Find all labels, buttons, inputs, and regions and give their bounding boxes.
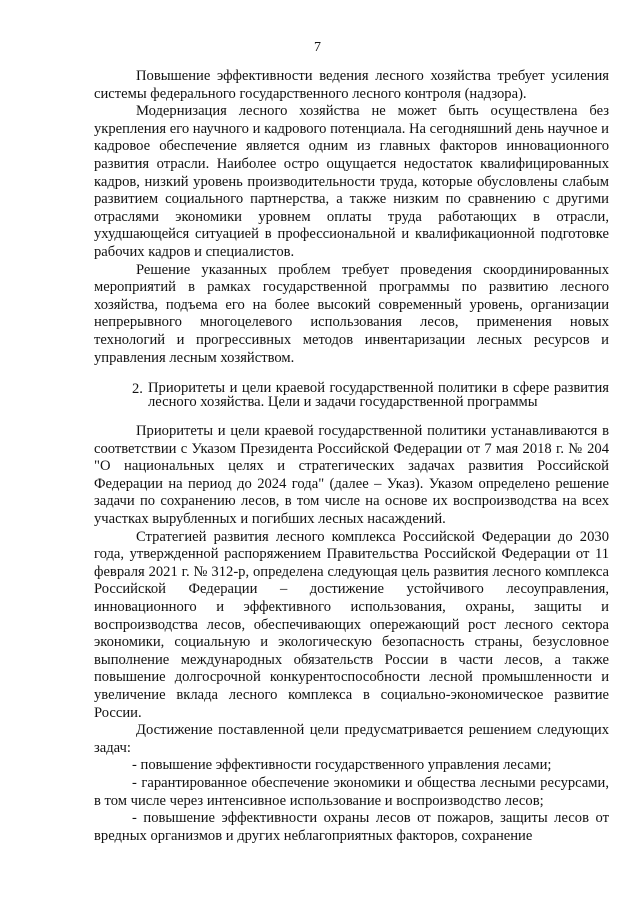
section-number: 2.	[132, 381, 143, 398]
section-title: Приоритеты и цели краевой государственной политики в сфере развития лесного хозяйства. Цели и задачи государственной программы	[148, 380, 609, 411]
task-item: - повышение эффективности государственного управления лесами;	[132, 757, 552, 774]
section-heading	[94, 381, 609, 409]
document-body	[94, 68, 609, 845]
paragraph-modernization: Модернизация лесного хозяйства не может быть осуществлена без укрепления его научного и кадрового потенциала. На сегодняшний день научное и кадровое обеспечение является одним из главных факторов инновационного развития отрасли. Наиболее остро ощущается недостаток квалифицированных кадров, низкий уровень производительности труда, которые обусловлены слабым развитием социального партнерства, а также низким по сравнению с другими отраслями экономики уровнем оплаты труда работающих в отрасли, ухудшающейся ситуацией в профессиональной и квалификационной подготовке рабочих кадров и специалистов.	[94, 103, 609, 260]
task-item: - повышение эффективности охраны лесов от пожаров, защиты лесов от вредных организмов и других неблагоприятных факторов, сохранение	[94, 810, 609, 844]
paragraph-problem-solution: Решение указанных проблем требует проведения скоординированных мероприятий в рамках государственной программы по развитию лесного хозяйства, подъема его на более высокий современный уровень, организации непрерывного многоцелевого использования лесов, применения новых технологий и прогрессивных методов инвентаризации лесных ресурсов и управления лесным хозяйством.	[94, 261, 609, 366]
paragraph-forest-control: Повышение эффективности ведения лесного хозяйства требует усиления системы федерального государственного лесного контроля (надзора).	[94, 68, 609, 102]
paragraph-strategy: Стратегией развития лесного комплекса Российской Федерации до 2030 года, утвержденной распоряжением Правительства Российской Федерации от 11 февраля 2021 г. № 312-р, определена следующая цель развития лесного комплекса Российской Федерации – достижение устойчивого лесоуправления, инновационного и эффективного использования, охраны, защиты и воспроизводства лесов, обеспечивающих опережающий рост лесного сектора экономики, социальную и экологическую безопасность страны, безусловное выполнение международных обязательств России в части лесов, а также повышение долгосрочной конкурентоспособности лесной промышленности и увеличение вклада лесного комплекса в социально-экономическое развитие России.	[94, 528, 609, 721]
page-number: 7	[314, 40, 321, 55]
paragraph-tasks-intro: Достижение поставленной цели предусматривается решением следующих задач:	[94, 722, 609, 756]
paragraph-priorities: Приоритеты и цели краевой государственной политики устанавливаются в соответствии с Указом Президента Российской Федерации от 7 мая 2018 г. № 204 "О национальных целях и стратегических задачах развития Российской Федерации на период до 2024 года" (далее – Указ). Указом определено решение задачи по сохранению лесов, в том числе на основе их воспроизводства на всех участках вырубленных и погибших лесных насаждений.	[94, 423, 609, 528]
task-item: - гарантированное обеспечение экономики и общества лесными ресурсами, в том числе через интенсивное использование и воспроизводство лесов;	[94, 774, 609, 809]
